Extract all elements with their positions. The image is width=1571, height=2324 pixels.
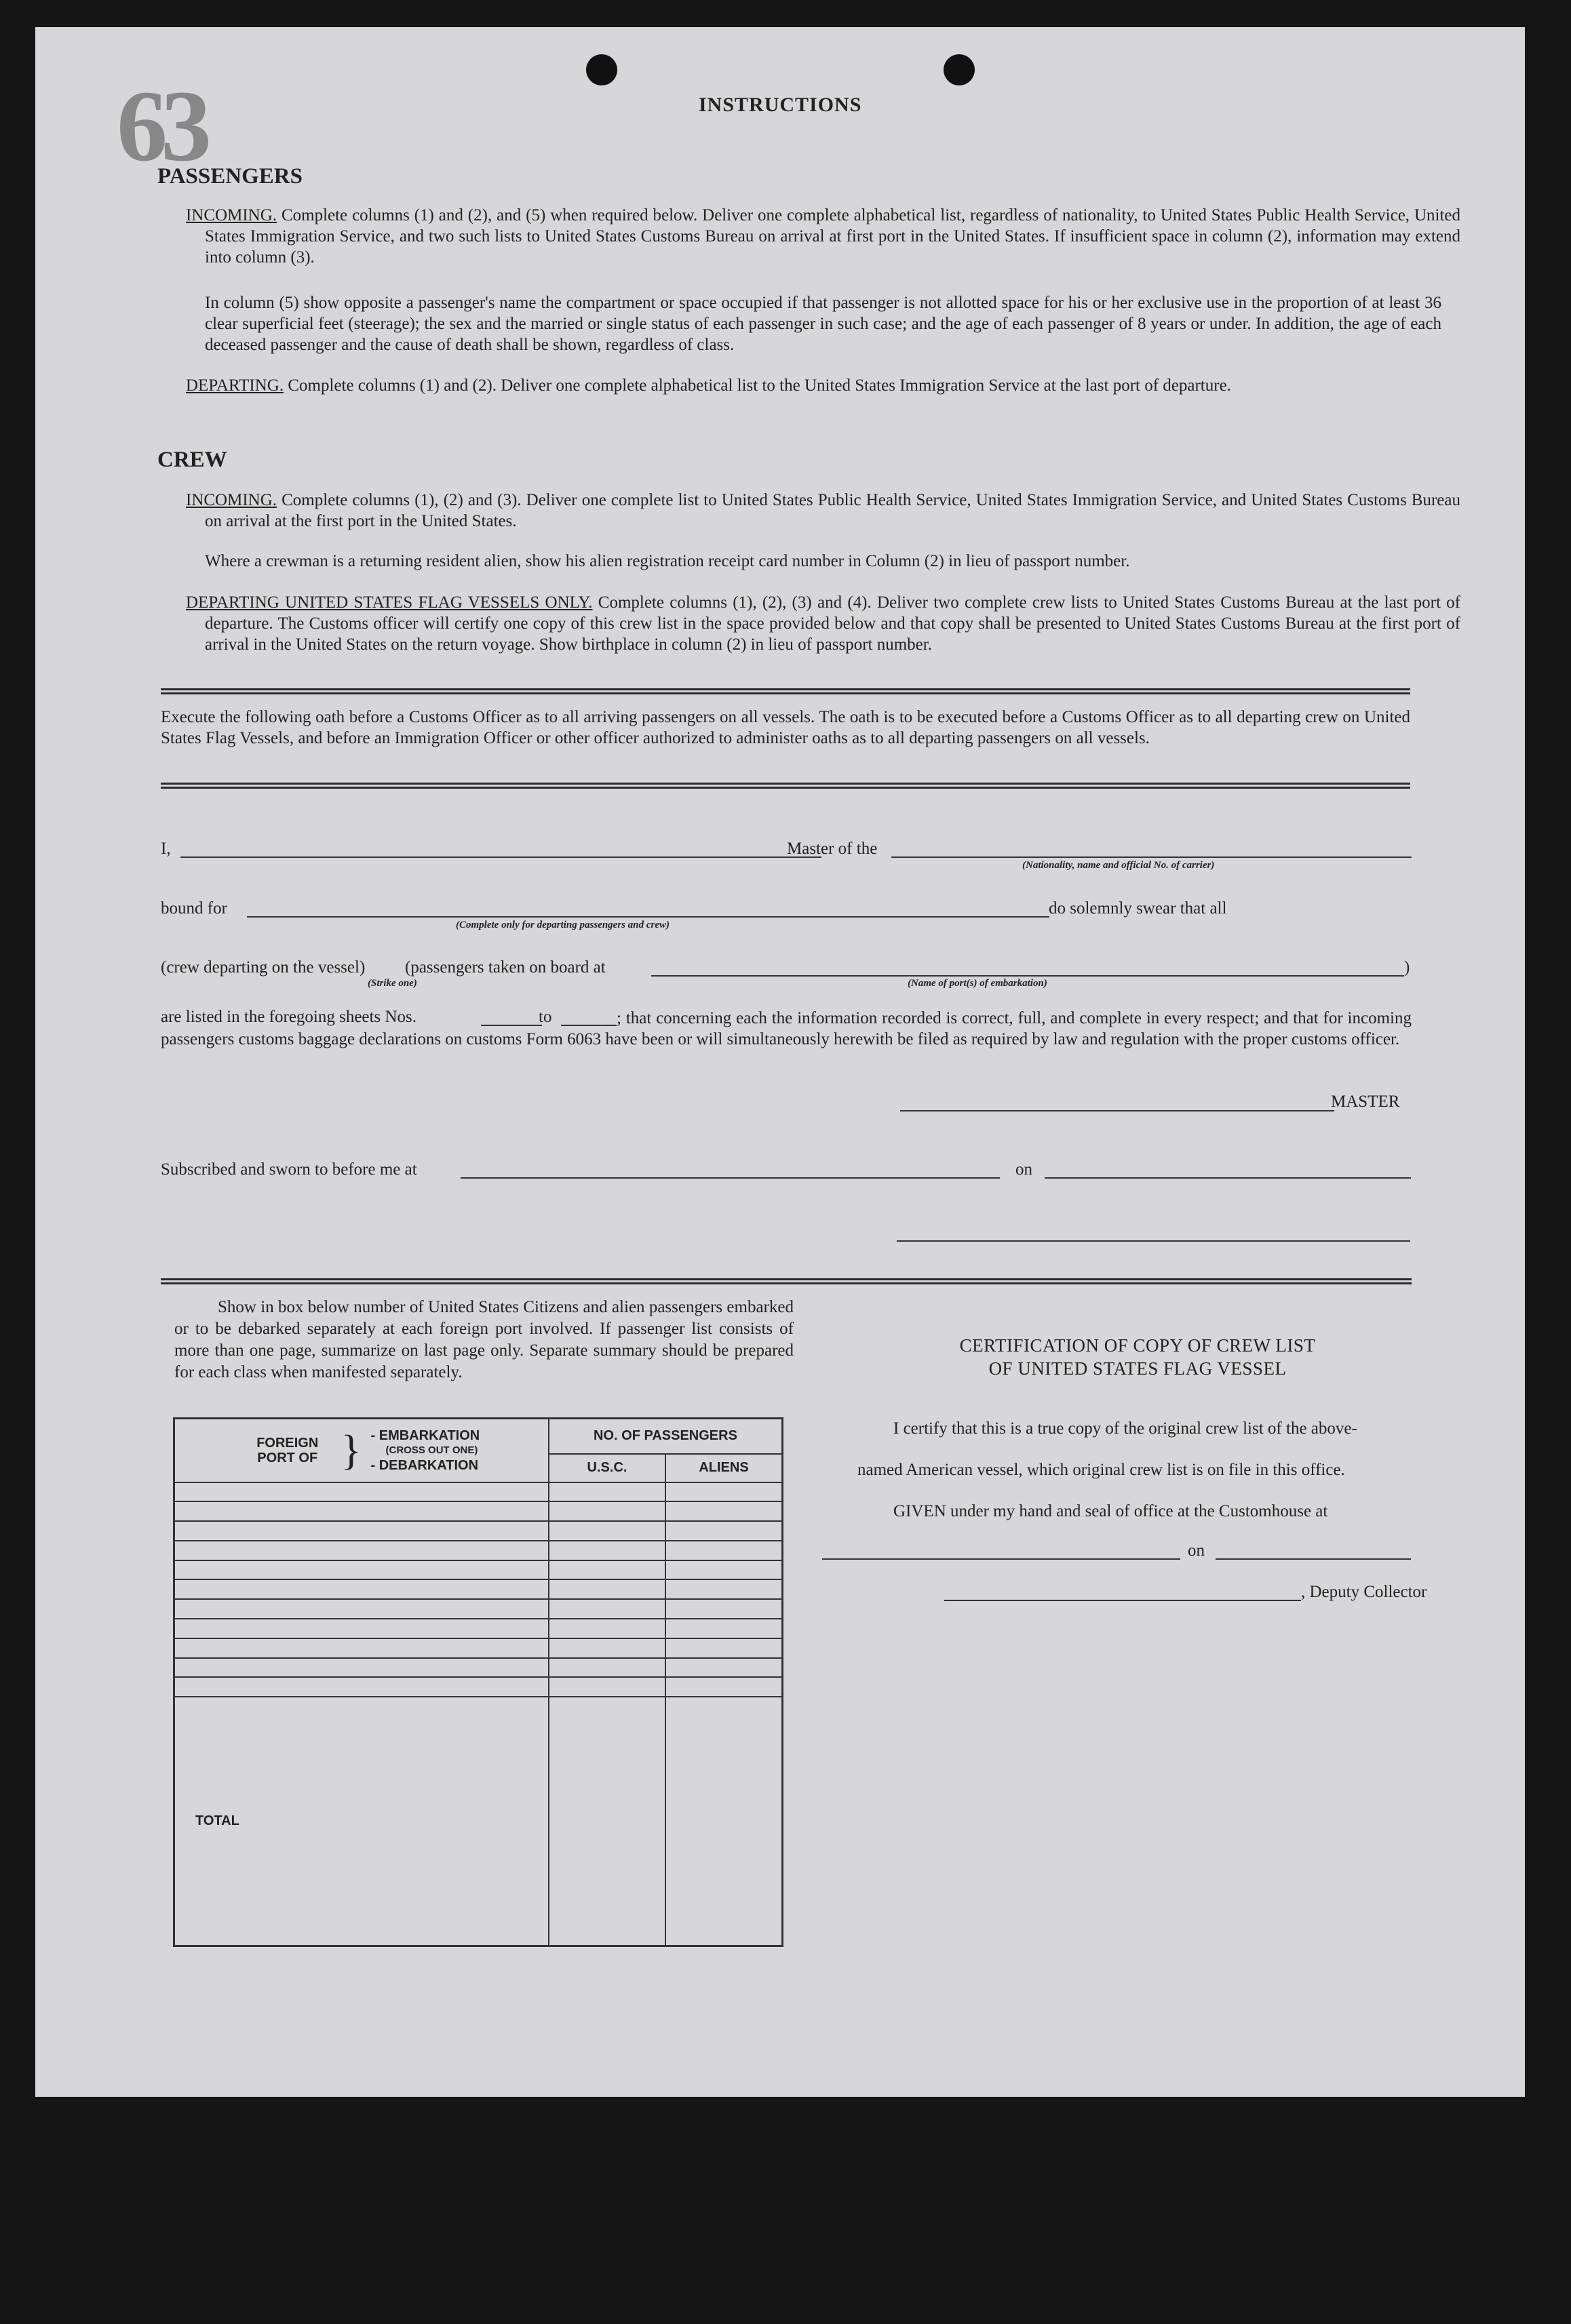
bound-for-note: (Complete only for departing passengers and crew) (456, 920, 670, 930)
punch-hole-right (944, 54, 975, 85)
aliens-cell[interactable] (665, 1521, 783, 1541)
usc-cell[interactable] (549, 1638, 665, 1658)
subscribed-label: Subscribed and sworn to before me at (161, 1160, 417, 1179)
ports-note: (Name of port(s) of embarkation) (908, 978, 1047, 989)
certification-title-line2: OF UNITED STATES FLAG VESSEL (988, 1358, 1287, 1379)
page-title: INSTRUCTIONS (699, 94, 862, 116)
certification-given (857, 1502, 1412, 1521)
crew-resident-alien-instruction: Where a crewman is a returning resident alien, show his alien registration receipt card number in Column (2) in lieu of passport number. (205, 552, 1130, 570)
incoming-label: INCOMING. (186, 206, 277, 224)
certification-statement-cont (857, 1461, 1412, 1480)
passengers-heading: PASSENGERS (157, 164, 303, 189)
table-row (174, 1658, 783, 1678)
usc-cell[interactable] (549, 1482, 665, 1502)
usc-column-header: U.S.C. (549, 1454, 665, 1482)
departing-text: Complete columns (1) and (2). Deliver one complete alphabetical list to the United States Immigration Service at the last port of departure. (288, 376, 1231, 395)
table-row (174, 1599, 783, 1619)
master-name-field[interactable] (180, 856, 821, 858)
passengers-column-header: NO. OF PASSENGERS (549, 1419, 783, 1454)
incoming-label: INCOMING. (186, 491, 277, 509)
swear-label: do solemnly swear that all (1049, 899, 1227, 918)
master-of-label: Master of the (787, 840, 878, 858)
foreign-port-label: FOREIGN PORT OF (256, 1435, 319, 1465)
carrier-field-note: (Nationality, name and official No. of carrier) (1022, 860, 1215, 871)
table-row (174, 1677, 783, 1697)
aliens-cell[interactable] (665, 1599, 783, 1619)
aliens-column-header: ALIENS (665, 1454, 783, 1482)
aliens-total-cell[interactable] (665, 1697, 783, 1946)
departing-text: Complete columns (1), (2), (3) and (4). Deliver two complete crew lists to United States Customs Bureau at the last port of departure. The Customs officer will certify one copy of this crew list in the space provided below and that copy shall be presented to United States Customs Bureau at the first port of arrival in the United States on the return voyage. Show birthplace in column (2) in lieu of passport number. (205, 593, 1460, 654)
section-divider (161, 783, 1410, 789)
aliens-cell[interactable] (665, 1677, 783, 1697)
port-cell[interactable] (174, 1677, 549, 1697)
passengers-incoming-instruction (186, 205, 1460, 268)
passengers-column5-instruction: In column (5) show opposite a passenger's name the compartment or space occupied if that passenger is not allotted space for his or her exclusive use in the proportion of at least 36 clear superficial feet (steerage); the sex and the married or single status of each passenger in such case; and the age of each passenger of 8 years or under. In addition, the age of each deceased passenger and the cause of death shall be shown, regardless of class. (205, 294, 1441, 354)
sworn-place-field[interactable] (461, 1177, 1000, 1179)
incoming-text: Complete columns (1), (2) and (3). Deliver one complete list to United States Public Health Service, United States Immigration Service, and United States Customs Bureau on arrival at the first port in the United States. (205, 491, 1460, 530)
close-paren: ) (1404, 958, 1410, 977)
usc-cell[interactable] (549, 1560, 665, 1580)
passengers-taken-option: (passengers taken on board at (405, 958, 606, 977)
usc-total-cell[interactable] (549, 1697, 665, 1946)
cross-out-note: (CROSS OUT ONE) (385, 1444, 478, 1456)
crew-departing-instruction (186, 592, 1460, 655)
certify-line2: named American vessel, which original crew list is on file in this office. (857, 1461, 1345, 1479)
aliens-cell[interactable] (665, 1638, 783, 1658)
port-cell[interactable] (174, 1501, 549, 1521)
departing-label: DEPARTING UNITED STATES FLAG VESSELS ONLY. (186, 593, 593, 612)
usc-cell[interactable] (549, 1521, 665, 1541)
aliens-cell[interactable] (665, 1560, 783, 1580)
table-row (174, 1638, 783, 1658)
section-divider (161, 1278, 1412, 1284)
passenger-summary-table (173, 1417, 783, 1947)
brace-icon: } (341, 1427, 362, 1474)
deputy-collector-signature-field[interactable] (944, 1600, 1301, 1601)
embarkation-ports-field[interactable] (651, 975, 1404, 977)
table-row (174, 1579, 783, 1599)
aliens-cell[interactable] (665, 1579, 783, 1599)
total-label: TOTAL (174, 1697, 549, 1946)
form-sheet (35, 27, 1525, 2097)
officer-signature-field[interactable] (897, 1240, 1410, 1242)
bound-for-field[interactable] (247, 916, 1049, 918)
certification-title (832, 1334, 1443, 1380)
carrier-field[interactable] (891, 856, 1412, 858)
to-label: to (539, 1008, 552, 1026)
port-cell[interactable] (174, 1599, 549, 1619)
port-cell[interactable] (174, 1541, 549, 1560)
crew-heading: CREW (157, 448, 227, 472)
port-cell[interactable] (174, 1482, 549, 1502)
aliens-cell[interactable] (665, 1619, 783, 1638)
usc-cell[interactable] (549, 1541, 665, 1560)
crew-departing-option: (crew departing on the vessel) (161, 958, 366, 977)
certification-date-field[interactable] (1216, 1558, 1411, 1560)
sworn-date-field[interactable] (1045, 1177, 1411, 1179)
table-row (174, 1482, 783, 1502)
usc-cell[interactable] (549, 1579, 665, 1599)
table-row (174, 1501, 783, 1521)
departing-label: DEPARTING. (186, 376, 284, 395)
oath-i-label: I, (161, 840, 171, 858)
port-cell[interactable] (174, 1521, 549, 1541)
master-label: MASTER (1331, 1092, 1400, 1111)
table-row (174, 1560, 783, 1580)
usc-cell[interactable] (549, 1658, 665, 1678)
table-row (174, 1619, 783, 1638)
summary-instructions: Show in box below number of United States Citizens and alien passengers embarked or to be debarked separately at each foreign port involved. If passenger list consists of more than one page, summarize on last page only. Separate summary should be prepared for each class when manifested separately. (174, 1298, 794, 1381)
aliens-cell[interactable] (665, 1482, 783, 1502)
embarkation-label: - EMBARKATION (370, 1427, 480, 1443)
table-row (174, 1541, 783, 1560)
usc-cell[interactable] (549, 1619, 665, 1638)
sworn-on-label: on (1015, 1160, 1032, 1179)
port-cell[interactable] (174, 1619, 549, 1638)
master-signature-field[interactable] (900, 1110, 1334, 1111)
certification-on-label: on (1188, 1541, 1205, 1560)
certification-statement (857, 1419, 1412, 1438)
bound-for-label: bound for (161, 899, 227, 918)
usc-cell[interactable] (549, 1677, 665, 1697)
port-cell[interactable] (174, 1579, 549, 1599)
port-cell[interactable] (174, 1638, 549, 1658)
punch-hole-left (586, 54, 617, 85)
port-cell[interactable] (174, 1560, 549, 1580)
aliens-cell[interactable] (665, 1541, 783, 1560)
section-divider (161, 688, 1410, 694)
certification-title-line1: CERTIFICATION OF COPY OF CREW LIST (959, 1335, 1316, 1356)
given-text: GIVEN under my hand and seal of office at the Customhouse at (893, 1502, 1328, 1520)
port-column-header (174, 1419, 549, 1482)
crew-incoming-instruction (186, 490, 1460, 532)
deputy-collector-label: , Deputy Collector (1301, 1583, 1427, 1601)
total-row (174, 1697, 783, 1946)
customhouse-field[interactable] (822, 1558, 1180, 1560)
certify-line1: I certify that this is a true copy of the original crew list of the above- (893, 1419, 1357, 1438)
oath-statement: ; that concerning each the information recorded is correct, full, and complete in every respect; and that for incoming passengers customs baggage declarations on customs Form 6063 have been or will simultaneously herewith be filed as required by law and regulation with the proper customs officer. (161, 1009, 1412, 1048)
oath-instructions: Execute the following oath before a Customs Officer as to all arriving passengers on all vessels. The oath is to be executed before a Customs Officer as to all departing crew on United States Flag Vessels, and before an Immigration Officer or other officer authorized to administer oaths as to all departing passengers on all vessels. (161, 708, 1410, 747)
usc-cell[interactable] (549, 1599, 665, 1619)
page-number-stamp: 63 (117, 70, 205, 182)
strike-one-note: (Strike one) (368, 978, 417, 989)
incoming-text: Complete columns (1) and (2), and (5) when required below. Deliver one complete alphabetical list, regardless of nationality, to United States Public Health Service, United States Immigration Service, and two such lists to United States Customs Bureau on arrival at first port in the United States. If insufficient space in column (2), information may extend into column (3). (205, 206, 1460, 267)
debarkation-label: - DEBARKATION (370, 1457, 479, 1473)
aliens-cell[interactable] (665, 1658, 783, 1678)
passengers-departing-instruction (186, 375, 1460, 396)
table-row (174, 1521, 783, 1541)
aliens-cell[interactable] (665, 1501, 783, 1521)
usc-cell[interactable] (549, 1501, 665, 1521)
port-cell[interactable] (174, 1658, 549, 1678)
listed-label: are listed in the foregoing sheets Nos. (161, 1008, 416, 1026)
